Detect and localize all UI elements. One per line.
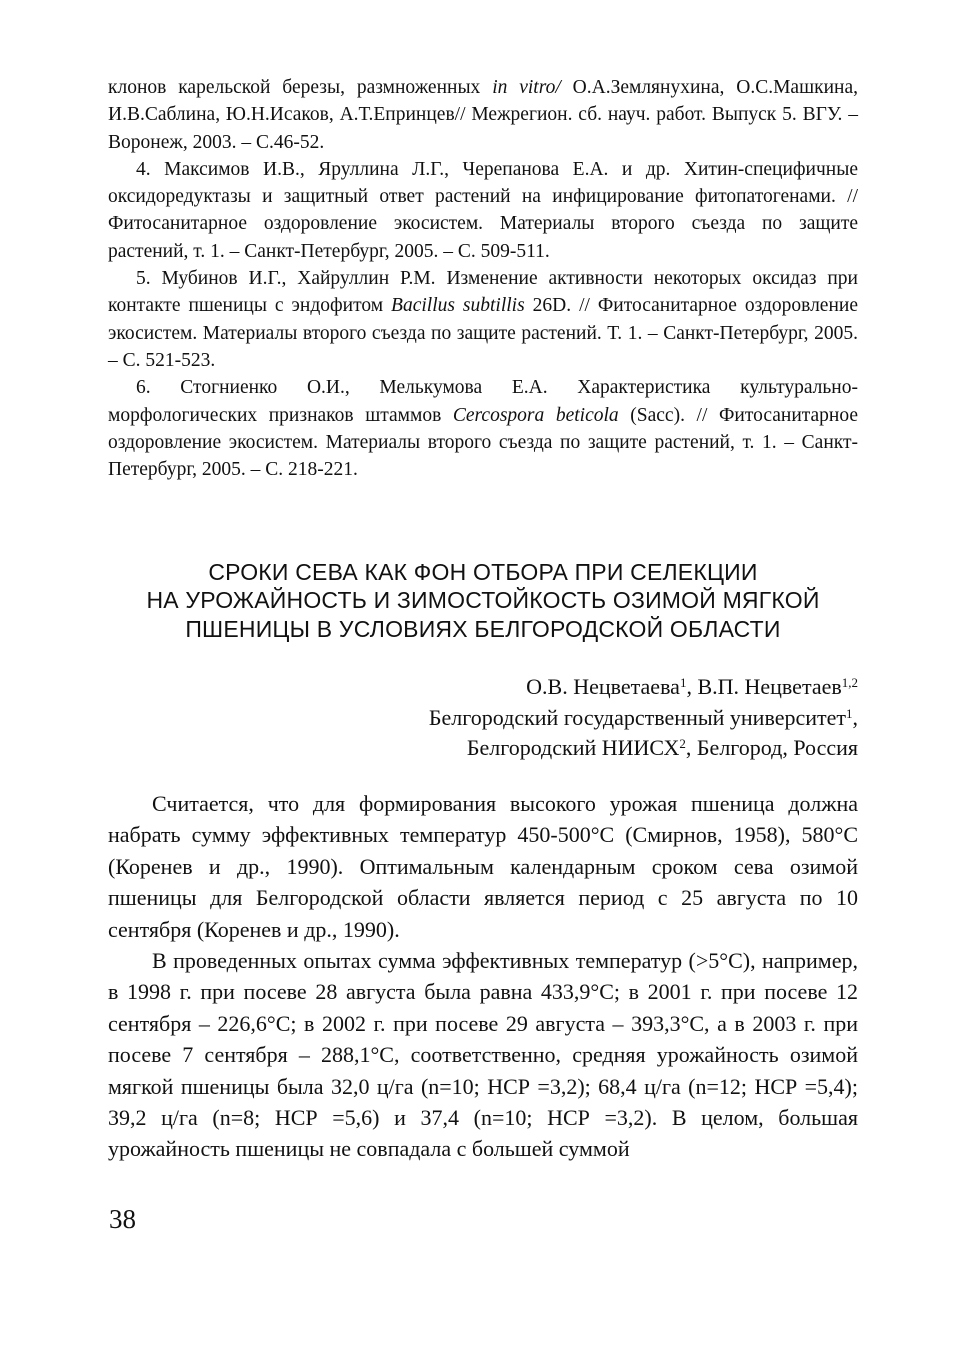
affiliation-1: Белгородский государственный университет$^1$, xyxy=(428,704,858,730)
reference-4: 4. Максимов И.В., Яруллина Л.Г., Черепанова Е.А. и др. Хитин-специфичные оксидоредуктазы и защитный ответ растений на инфицирование фитопатогенами. // Фитосанитарное оздоровление экосистем. Материалы второго съезда по защите растений, т. 1. – Санкт-Петербург, 2005. – С. 509-511. xyxy=(108,158,858,262)
article-title-line-1: СРОКИ СЕВА КАК ФОН ОТБОРА ПРИ СЕЛЕКЦИИ xyxy=(208,559,758,585)
affiliation-2: Белгородский НИИСХ$^2$, Белгород, Россия xyxy=(466,735,858,761)
references-list xyxy=(108,74,858,483)
page-number: 38 xyxy=(109,1204,136,1234)
body-paragraph-2: В проведенных опытах сумма эффективных температур (>5°С), например, в 1998 г. при посеве 28 августа была равна 433,9°С; в 2001 г. при посеве 12 сентября – 226,6°С; в 2002 г. при посеве 29 августа – 393,3°С, а в 2003 г. при посеве 7 сентября – 288,1°С, соответственно, средняя урожайность озимой мягкой пшеницы была 32,0 ц/га (n=10; НСР =3,2); 68,4 ц/га (n=12; НСР =5,4); 39,2 ц/га (n=8; НСР =5,6) и 37,4 (n=10; НСР =3,2). В целом, большая урожайность пшеницы не совпадала с большей суммой xyxy=(108,948,858,1162)
article-title-line-3: ПШЕНИЦЫ В УСЛОВИЯХ БЕЛГОРОДСКОЙ ОБЛАСТИ xyxy=(185,615,781,642)
reference-6: 6. Стогниенко О.И., Мелькумова Е.А. Характеристика культурально-морфологических признаков штаммов Cercospora beticola (Sacc). // Фитосанитарное оздоровление экосистем. Материалы второго съезда по защите растений, т. 1. – Санкт-Петербург, 2005. – С. 218-221. xyxy=(108,377,858,481)
article-body xyxy=(108,788,858,1165)
reference-3-continuation: клонов карельской березы, размноженных in vitro/ О.А.Землянухина, О.С.Машкина, И.В.Саблина, Ю.Н.Исаков, А.Т.Епринцев// Межрегион. сб. науч. работ. Выпуск 5. ВГУ. – Воронеж, 2003. – С.46-52. xyxy=(108,77,858,153)
reference-italic-term: Cercospora beticola xyxy=(452,404,619,426)
article-title-line-2: НА УРОЖАЙНОСТЬ И ЗИМОСТОЙКОСТЬ ОЗИМОЙ МЯГКОЙ xyxy=(146,587,820,614)
body-paragraph-1: Считается, что для формирования высокого урожая пшеница должна набрать сумму эффективных температур 450-500°С (Смирнов, 1958), 580°С (Коренев и др., 1990). Оптимальным календарным сроком сева озимой пшеницы для Белгородской области является период с 25 августа по 10 сентября (Коренев и др., 1990). xyxy=(108,791,858,942)
reference-5: 5. Мубинов И.Г., Хайруллин Р.М. Изменение активности некоторых оксидаз при контакте пшеницы с эндофитом Bacillus subtillis 26D. // Фитосанитарное оздоровление экосистем. Материалы второго съезда по защите растений. Т. 1. – Санкт-Петербург, 2005. – С. 521-523. xyxy=(108,268,858,371)
reference-italic-term: in vitro/ xyxy=(492,77,561,98)
authors-block xyxy=(429,672,858,764)
article-title xyxy=(108,558,858,643)
author-names: О.В. Нецветаева$^1$, В.П. Нецветаев$^{1,2}$ xyxy=(526,674,858,699)
reference-italic-term: Bacillus subtillis xyxy=(391,295,525,317)
